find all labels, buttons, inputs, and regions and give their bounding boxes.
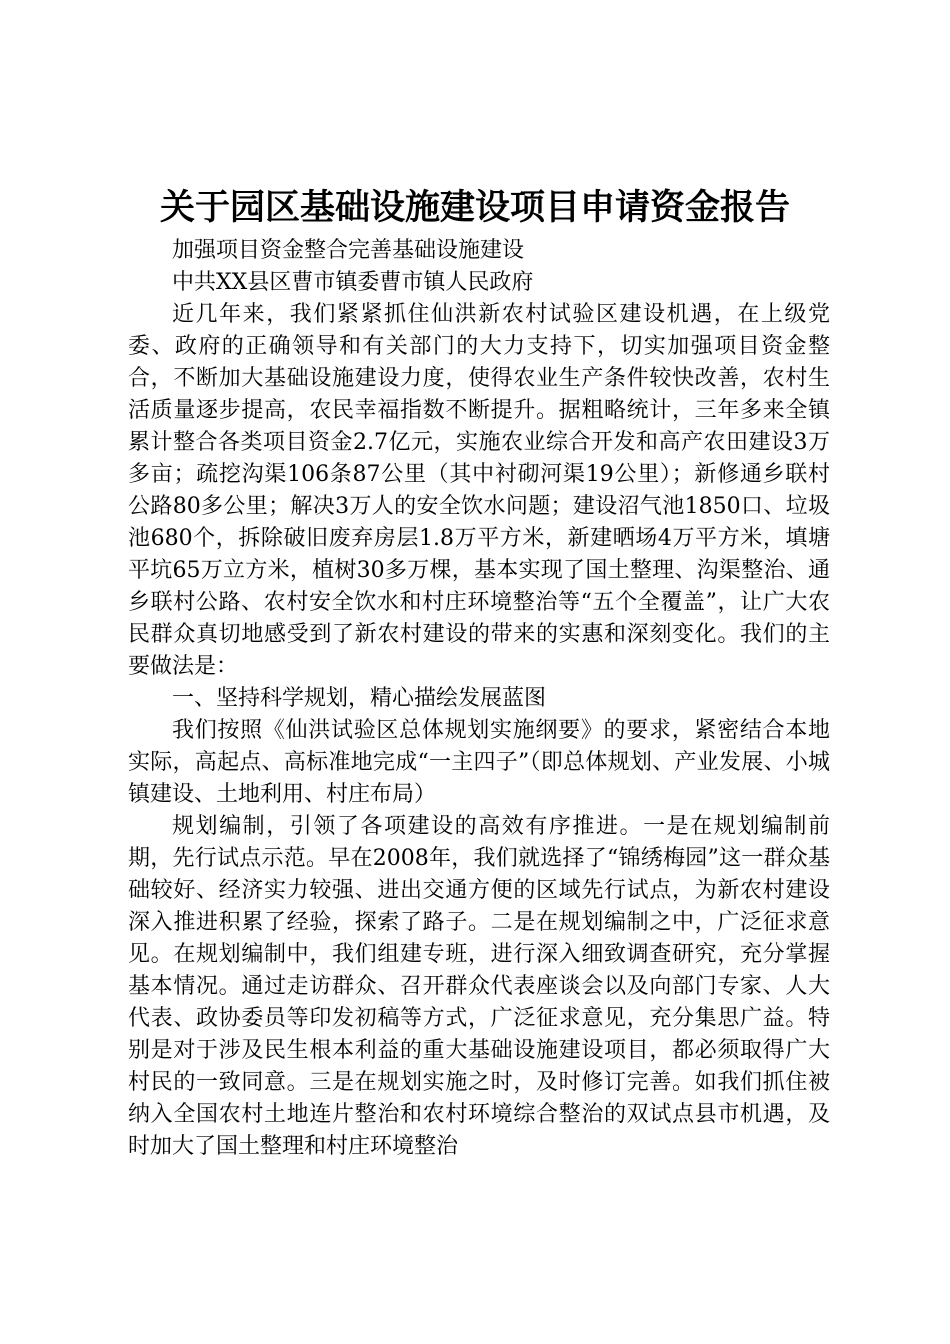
document-title: 关于园区基础设施建设项目申请资金报告 <box>159 187 790 228</box>
body-paragraph: 规划编制，引领了各项建设的高效有序推进。一是在规划编制前期，先行试点示范。早在2008年，我们就选择了“锦绣梅园”这一群众基础较好、经济实力较强、进出交通方便的区域先行试点，为新农村建设深入推进积累了经验，探索了路子。二是在规划编制之中，广泛征求意见。在规划编制中，我们组建专班，进行深入细致调查研究，充分掌握基本情况。通过走访群众、召开群众代表座谈会以及向部门专家、人大代表、政协委员等印发初稿等方式，广泛征求意见，充分集思广益。特别是对于涉及民生根本利益的重大基础设施建设项目，都必须取得广大村民的一致同意。三是在规划实施之时，及时修订完善。如我们抓住被纳入全国农村土地连片整治和农村环境综合整治的双试点县市机遇，及时加大了国土整理和村庄环境整治 <box>128 814 830 1159</box>
author-line: 中共XX县区曹市镇委曹市镇人民政府 <box>172 270 534 295</box>
document-body <box>128 235 830 1163</box>
intro-paragraph: 近几年来，我们紧紧抓住仙洪新农村试验区建设机遇，在上级党委、政府的正确领导和有关部门的大力支持下，切实加强项目资金整合，不断加大基础设施建设力度，使得农业生产条件较快改善，农村生活质量逐步提高，农民幸福指数不断提升。据粗略统计，三年多来全镇累计整合各类项目资金2.7亿元，实施农业综合开发和高产农田建设3万多亩；疏挖沟渠106条87公里（其中衬砌河渠19公里）；新修通乡联村公路80多公里；解决3万人的安全饮水问题；建设沼气池1850口、垃圾池680个，拆除破旧废弃房层1.8万平方米，新建晒场4万平方米，填塘平坑65万立方米，植树30多万棵，基本实现了国土整理、沟渠整治、通乡联村公路、农村安全饮水和村庄环境整治等“五个全覆盖”，让广大农民群众真切地感受到了新农村建设的带来的实惠和深刻变化。我们的主要做法是： <box>128 302 830 679</box>
subtitle-line: 加强项目资金整合完善基础设施建设 <box>172 238 525 263</box>
section-heading: 一、坚持科学规划，精心描绘发展蓝图 <box>172 686 547 711</box>
body-paragraph: 我们按照《仙洪试验区总体规划实施纲要》的要求，紧密结合本地实际，高起点、高标准地完成“一主四子”（即总体规划、产业发展、小城镇建设、土地利用、村庄布局） <box>128 718 830 807</box>
